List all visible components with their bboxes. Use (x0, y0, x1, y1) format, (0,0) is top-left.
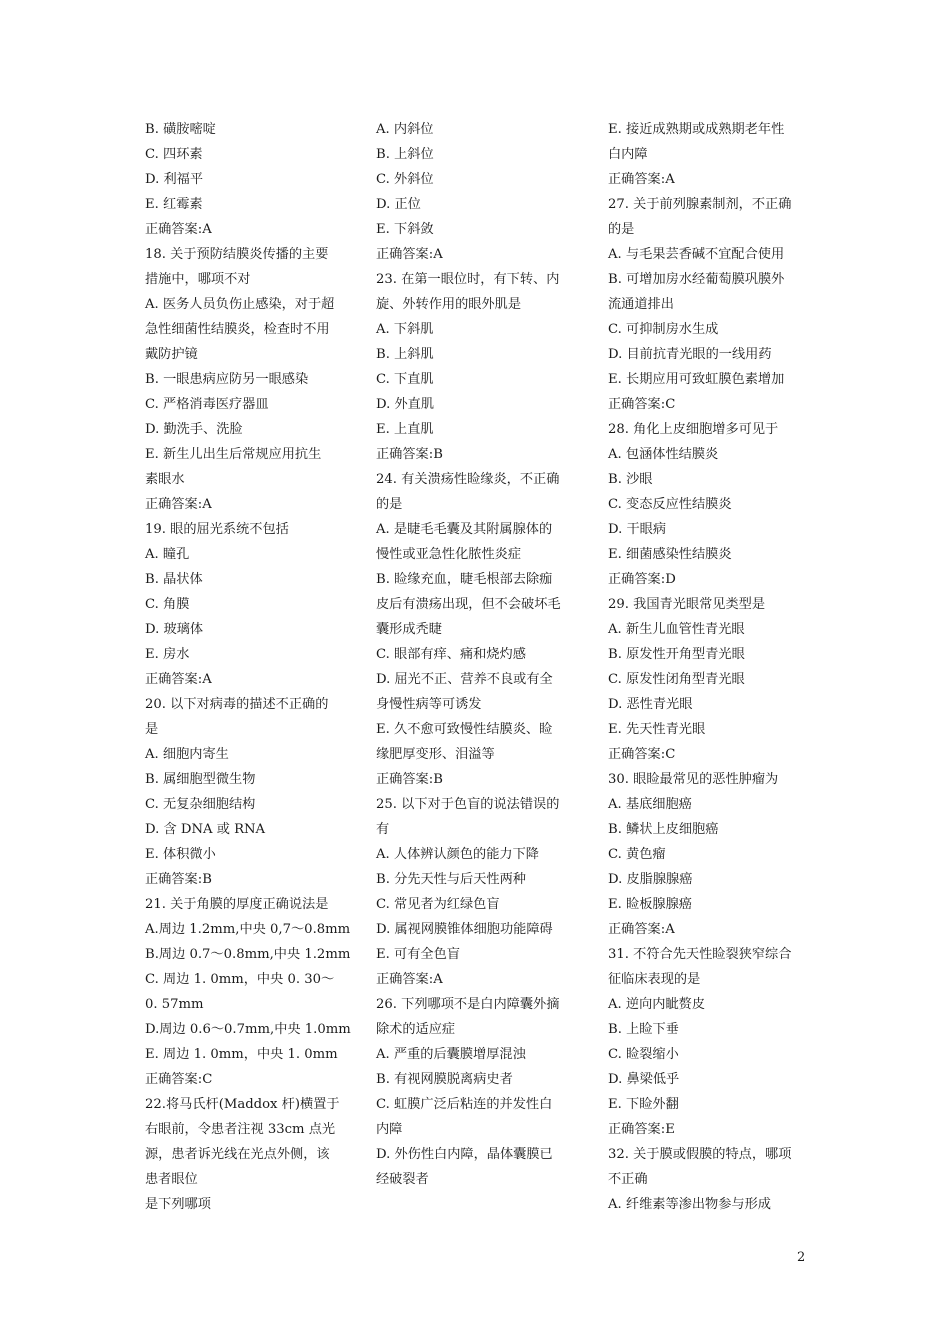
text-line: 22.将马氏杆(Maddox 杆)横置于 (145, 1097, 340, 1112)
text-line: E. 先天性青光眼 (608, 722, 706, 737)
text-line: D. 属视网膜锥体细胞功能障碍 (376, 922, 553, 937)
text-line: E. 细菌感染性结膜炎 (608, 547, 732, 562)
text-line: 除术的适应症 (376, 1022, 456, 1037)
text-line: E. 可有全色盲 (376, 947, 460, 962)
text-line: 源，患者诉光线在光点外侧，该 (145, 1147, 330, 1162)
text-line: 正确答案:A (145, 497, 212, 512)
text-line: B. 可增加房水经葡萄膜巩膜外 (608, 272, 785, 287)
text-line: D. 鼻梁低乎 (608, 1072, 680, 1087)
text-column-right (608, 117, 813, 1217)
text-line: 白内障 (608, 147, 648, 162)
text-line: 的是 (608, 222, 635, 237)
text-line: A. 医务人员负伤止感染，对于超 (145, 297, 335, 312)
text-line: E. 周边 1. 0mm，中央 1. 0mm (145, 1047, 338, 1062)
text-line: C. 可抑制房水生成 (608, 322, 719, 337)
text-line: B. 原发性开角型青光眼 (608, 647, 745, 662)
text-line: 的是 (376, 497, 403, 512)
text-line: C. 外斜位 (376, 172, 434, 187)
text-line: B. 上斜肌 (376, 347, 434, 362)
text-line: 24. 有关溃疡性睑缘炎，不正确 (376, 472, 560, 487)
text-line: C. 黄色瘤 (608, 847, 666, 862)
text-line: B. 沙眼 (608, 472, 653, 487)
text-line: E. 下斜敛 (376, 222, 434, 237)
text-line: 经破裂者 (376, 1172, 429, 1187)
text-line: E. 体积微小 (145, 847, 216, 862)
text-line: E. 久不愈可致慢性结膜炎、睑 (376, 722, 553, 737)
text-line: 措施中，哪项不对 (145, 272, 251, 287)
text-line: E. 接近成熟期或成熟期老年性 (608, 122, 785, 137)
text-line: D. 目前抗青光眼的一线用药 (608, 347, 772, 362)
text-line: E. 上直肌 (376, 422, 434, 437)
text-line: 正确答案:C (608, 397, 676, 412)
text-line: 25. 以下对于色盲的说法错误的 (376, 797, 560, 812)
text-line: B. 上斜位 (376, 147, 434, 162)
text-line: D. 正位 (376, 197, 421, 212)
text-line: C. 眼部有痒、痛和烧灼感 (376, 647, 526, 662)
text-line: D. 玻璃体 (145, 622, 204, 637)
text-line: D. 利福平 (145, 172, 204, 187)
text-line: D. 含 DNA 或 RNA (145, 822, 266, 837)
text-line: 正确答案:A (145, 222, 212, 237)
text-line: 23. 在第一眼位时，有下转、内 (376, 272, 560, 287)
text-line: 正确答案:D (608, 572, 676, 587)
text-line: 20. 以下对病毒的描述不正确的 (145, 697, 329, 712)
text-line: 正确答案:A (608, 172, 675, 187)
text-line: A. 内斜位 (376, 122, 434, 137)
text-line: 征临床表现的是 (608, 972, 701, 987)
text-line: B. 晶状体 (145, 572, 203, 587)
text-line: 缘肥厚变形、泪溢等 (376, 747, 495, 762)
text-line: 正确答案:A (608, 922, 675, 937)
text-line: 皮后有溃疡出现，但不会破坏毛 (376, 597, 561, 612)
text-line: 正确答案:B (376, 447, 443, 462)
text-line: D. 干眼病 (608, 522, 667, 537)
text-line: 素眼水 (145, 472, 185, 487)
text-line: C. 虹膜广泛后粘连的并发性白 (376, 1097, 553, 1112)
text-line: A. 包涵体性结膜炎 (608, 447, 719, 462)
text-line: A. 是睫毛毛囊及其附属腺体的 (376, 522, 553, 537)
text-line: C. 周边 1. 0mm，中央 0. 30～ (145, 972, 335, 987)
text-line: 有 (376, 822, 390, 837)
text-line: 是下列哪项 (145, 1197, 211, 1212)
text-line: A. 与毛果芸香碱不宜配合使用 (608, 247, 785, 262)
text-line: A. 人体辨认颜色的能力下降 (376, 847, 539, 862)
page-number: 2 (797, 1250, 806, 1265)
text-column-middle (376, 117, 581, 1192)
text-line: 正确答案:C (145, 1072, 213, 1087)
text-line: A. 逆向内眦赘皮 (608, 997, 706, 1012)
text-column-left (145, 117, 350, 1217)
text-line: 流通道排出 (608, 297, 674, 312)
text-line: A. 细胞内寄生 (145, 747, 229, 762)
text-line: 19. 眼的屈光系统不包括 (145, 522, 289, 537)
text-line: A. 瞳孔 (145, 547, 190, 562)
text-line: B. 属细胞型微生物 (145, 772, 256, 787)
text-line: 正确答案:A (145, 672, 212, 687)
text-line: D. 皮脂腺腺癌 (608, 872, 693, 887)
text-line: C. 角膜 (145, 597, 190, 612)
text-line: 正确答案:B (145, 872, 212, 887)
text-line: B. 分先天性与后天性两种 (376, 872, 526, 887)
text-line: D. 外伤性白内障，晶体囊膜已 (376, 1147, 553, 1162)
text-line: 0. 57mm (145, 997, 204, 1012)
text-line: 28. 角化上皮细胞增多可见于 (608, 422, 779, 437)
text-line: 正确答案:A (376, 247, 443, 262)
text-line: 29. 我国青光眼常见类型是 (608, 597, 766, 612)
text-line: 26. 下列哪项不是白内障囊外摘 (376, 997, 560, 1012)
text-line: 患者眼位 (145, 1172, 198, 1187)
text-line: D. 勤洗手、洗脸 (145, 422, 243, 437)
text-line: A. 下斜肌 (376, 322, 434, 337)
text-line: 是 (145, 722, 159, 737)
text-line: 正确答案:E (608, 1122, 675, 1137)
text-line: 慢性或亚急性化脓性炎症 (376, 547, 522, 562)
text-line: B. 上睑下垂 (608, 1022, 679, 1037)
text-line: D. 恶性青光眼 (608, 697, 693, 712)
text-line: C. 变态反应性结膜炎 (608, 497, 732, 512)
text-line: E. 长期应用可致虹膜色素增加 (608, 372, 785, 387)
text-line: 不正确 (608, 1172, 648, 1187)
text-line: 正确答案:A (376, 972, 443, 987)
text-line: D. 屈光不正、营养不良或有全 (376, 672, 553, 687)
text-line: B. 一眼患病应防另一眼感染 (145, 372, 309, 387)
text-line: A. 新生儿血管性青光眼 (608, 622, 745, 637)
text-line: 内障 (376, 1122, 403, 1137)
text-line: B.周边 0.7～0.8mm,中央 1.2mm (145, 947, 351, 962)
text-line: 正确答案:C (608, 747, 676, 762)
text-line: B. 磺胺嘧啶 (145, 122, 216, 137)
text-line: E. 房水 (145, 647, 190, 662)
text-line: 18. 关于预防结膜炎传播的主要 (145, 247, 329, 262)
text-line: 急性细菌性结膜炎，检查时不用 (145, 322, 330, 337)
text-line: B. 睑缘充血，睫毛根部去除痂 (376, 572, 553, 587)
text-line: C. 无复杂细胞结构 (145, 797, 256, 812)
text-line: A. 纤维素等渗出物参与形成 (608, 1197, 771, 1212)
text-line: B. 有视网膜脱离病史者 (376, 1072, 513, 1087)
text-line: C. 原发性闭角型青光眼 (608, 672, 745, 687)
text-line: 旋、外转作用的眼外肌是 (376, 297, 522, 312)
text-line: 32. 关于膜或假膜的特点，哪项 (608, 1147, 792, 1162)
text-line: E. 睑板腺腺癌 (608, 897, 692, 912)
text-line: A.周边 1.2mm,中央 0,7～0.8mm (145, 922, 351, 937)
text-line: C. 下直肌 (376, 372, 434, 387)
text-line: 31. 不符合先天性睑裂狭窄综合 (608, 947, 792, 962)
text-line: 30. 眼睑最常见的恶性肿瘤为 (608, 772, 779, 787)
text-line: D.周边 0.6～0.7mm,中央 1.0mm (145, 1022, 351, 1037)
text-line: E. 下睑外翻 (608, 1097, 679, 1112)
text-line: 正确答案:B (376, 772, 443, 787)
text-line: 囊形成秃睫 (376, 622, 442, 637)
text-line: C. 常见者为红绿色盲 (376, 897, 500, 912)
text-line: 戴防护镜 (145, 347, 198, 362)
text-line: D. 外直肌 (376, 397, 435, 412)
text-line: A. 严重的后囊膜增厚混浊 (376, 1047, 526, 1062)
text-line: 27. 关于前列腺素制剂，不正确 (608, 197, 792, 212)
text-line: E. 新生儿出生后常规应用抗生 (145, 447, 322, 462)
text-line: 右眼前，令患者注视 33cm 点光 (145, 1122, 336, 1137)
text-line: A. 基底细胞癌 (608, 797, 692, 812)
text-line: C. 严格消毒医疗器皿 (145, 397, 269, 412)
text-line: C. 睑裂缩小 (608, 1047, 679, 1062)
text-line: 身慢性病等可诱发 (376, 697, 482, 712)
text-line: C. 四环素 (145, 147, 203, 162)
text-line: B. 鳞状上皮细胞癌 (608, 822, 719, 837)
text-line: E. 红霉素 (145, 197, 203, 212)
text-line: 21. 关于角膜的厚度正确说法是 (145, 897, 329, 912)
